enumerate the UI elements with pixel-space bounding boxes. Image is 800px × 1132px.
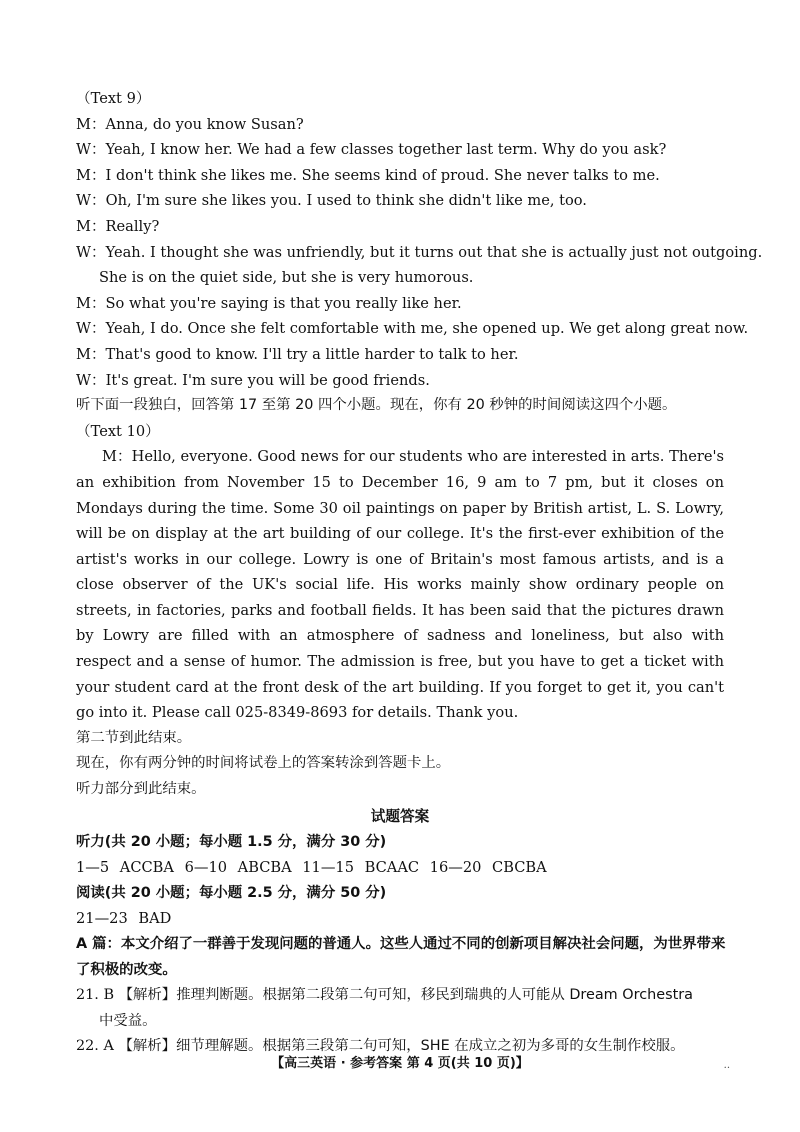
answer-21-number: 21. B bbox=[76, 987, 115, 1004]
corner-mark: .. bbox=[723, 1060, 730, 1071]
closing-line-1: 第二节到此结束。 bbox=[76, 729, 192, 746]
answers-title: 试题答案 bbox=[370, 807, 430, 825]
dialogue-text: She is on the quiet side, but she is very humorous. bbox=[99, 269, 474, 287]
dialogue-text: Yeah, I do. Once she felt comfortable with me, she opened up. We get along great now. bbox=[105, 320, 749, 338]
text9-title: （Text 9） bbox=[76, 90, 151, 107]
reading-header: 阅读(共 20 小题；每小题 2.5 分，满分 50 分) bbox=[76, 884, 387, 901]
text10-monologue: M：Hello, everyone. Good news for our students who are interested in arts. There's an exhibition from November 15 to December 16, 9 am to 7 pm, but it closes on Mondays during the time. Some 30 oil paintings on paper by British artist, L. S. Lowry, will be on display at the art building of our college. It's the first-ever exhibition of the artist's works in our college. Lowry is one of Britain's most famous artists, and is a close observer of the UK's social life. His works mainly show ordinary people on streets, in factories, parks and football fields. It has been said that the pictures drawn by Lowry are filled with an atmosphere of sadness and loneliness, but also with respect and a sense of humor. The admission is free, but you have to get a ticket with your student card at the front desk of the art building. If you forget to get it, you can't go into it. Please call 025-8349-8693 for details. Thank you. bbox=[76, 448, 724, 722]
dialogue-line bbox=[76, 291, 742, 317]
dialogue-text: I don't think she likes me. She seems kind of proud. She never talks to me. bbox=[105, 166, 660, 184]
passage-a-summary: A 篇：本文介绍了一群善于发现问题的普通人。这些人通过不同的创新项目解决社会问题，为世界带来了积极的改变。 bbox=[76, 936, 726, 978]
answer-21-tag: 【解析】 bbox=[118, 987, 177, 1004]
answer-22-number: 22. A bbox=[76, 1038, 114, 1055]
dialogue-line bbox=[76, 342, 742, 368]
dialogue-text: That's good to know. I'll try a little harder to talk to her. bbox=[105, 345, 519, 363]
answer-21-line2: 中受益。 bbox=[99, 1012, 157, 1029]
dialogue-line bbox=[76, 188, 742, 214]
answer-21-line1: 推理判断题。根据第二段第二句可知，移民到瑞典的人可能从 Dream Orchestra bbox=[176, 987, 693, 1004]
speaker-label: M： bbox=[76, 294, 106, 312]
closing-line-3: 听力部分到此结束。 bbox=[76, 781, 206, 798]
reading-answers: 21—23 BAD bbox=[76, 910, 172, 928]
dialogue-text: So what you're saying is that you really like her. bbox=[105, 294, 462, 312]
speaker-label: M： bbox=[76, 217, 106, 235]
dialogue-text: Anna, do you know Susan? bbox=[105, 115, 304, 133]
dialogue-text: Oh, I'm sure she likes you. I used to think she didn't like me, too. bbox=[105, 192, 587, 210]
speaker-label: M： bbox=[76, 166, 106, 184]
dialogue-line bbox=[76, 265, 742, 291]
dialogue-line bbox=[76, 137, 742, 163]
text10-title: （Text 10） bbox=[76, 422, 160, 440]
dialogue-text: It's great. I'm sure you will be good friends. bbox=[105, 371, 430, 389]
listening-answers: 1—5 ACCBA 6—10 ABCBA 11—15 BCAAC 16—20 CBCBA bbox=[76, 859, 547, 877]
answer-21 bbox=[76, 983, 736, 1034]
page-footer: 【高三英语 · 参考答案 第 4 页(共 10 页)】 bbox=[271, 1056, 529, 1071]
dialogue-line bbox=[76, 368, 742, 394]
dialogue-line bbox=[76, 316, 749, 342]
listening-header: 听力(共 20 小题；每小题 1.5 分，满分 30 分) bbox=[76, 833, 387, 850]
speaker-label: M： bbox=[76, 345, 106, 363]
dialogue-text: Yeah. I thought she was unfriendly, but it turns out that she is actually just not outgoing. bbox=[105, 243, 763, 261]
text9-dialogue bbox=[76, 112, 763, 394]
dialogue-text: Yeah, I know her. We had a few classes together last term. Why do you ask? bbox=[105, 141, 667, 159]
answer-22-tag: 【解析】 bbox=[118, 1038, 177, 1055]
speaker-label: W： bbox=[76, 141, 106, 159]
speaker-label: W： bbox=[76, 192, 106, 210]
dialogue-line bbox=[76, 240, 763, 266]
dialogue-line bbox=[76, 214, 742, 240]
instruction-17-20: 听下面一段独白，回答第 17 至第 20 四个小题。现在，你有 20 秒钟的时间阅读这四个小题。 bbox=[76, 397, 677, 414]
answer-22-line1: 细节理解题。根据第三段第二句可知，SHE 在成立之初为多哥的女生制作校服。 bbox=[176, 1038, 685, 1055]
dialogue-line bbox=[76, 163, 742, 189]
dialogue-line bbox=[76, 112, 742, 138]
speaker-label: M： bbox=[76, 115, 106, 133]
speaker-label: W： bbox=[76, 243, 106, 261]
dialogue-text: Really? bbox=[105, 217, 160, 235]
speaker-label: W： bbox=[76, 371, 106, 389]
speaker-label: W： bbox=[76, 320, 106, 338]
closing-line-2: 现在，你有两分钟的时间将试卷上的答案转涂到答题卡上。 bbox=[76, 755, 451, 772]
